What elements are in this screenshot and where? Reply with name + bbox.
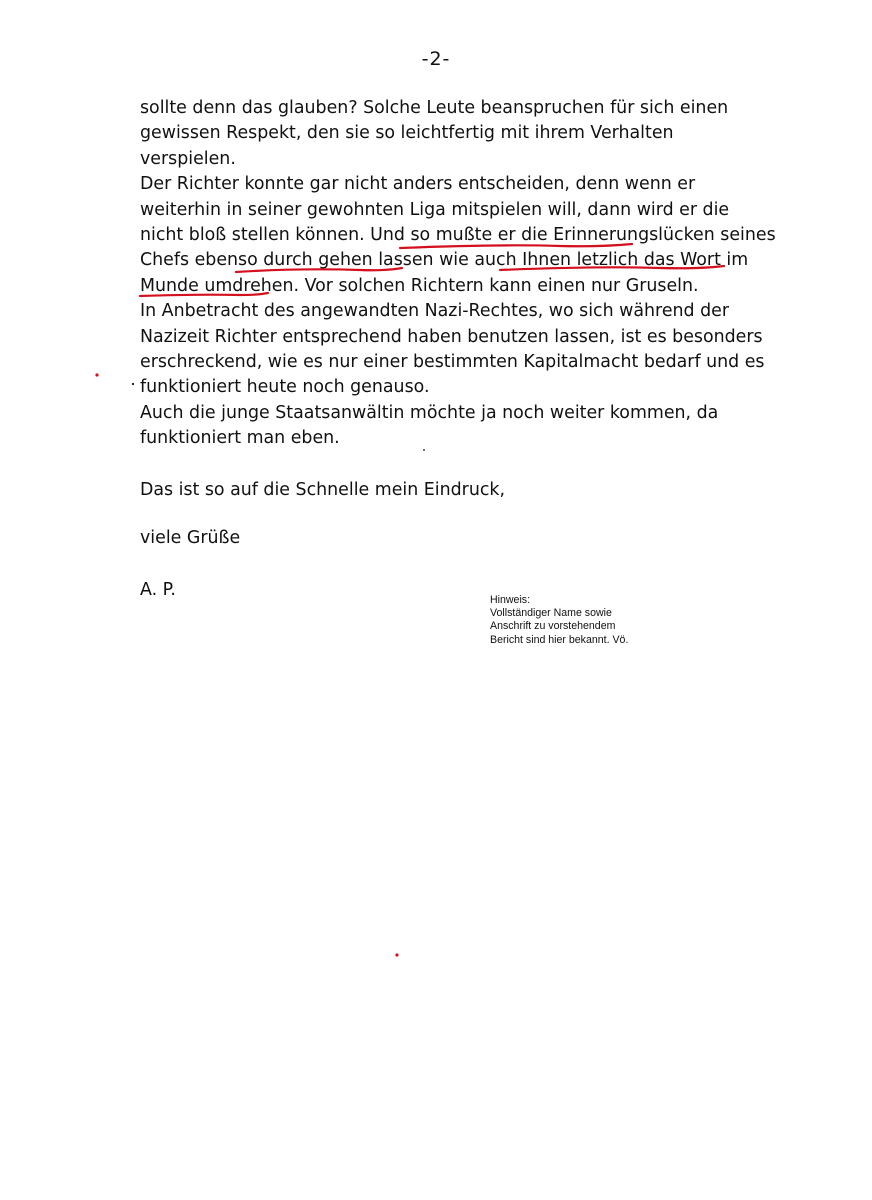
note-line: Vollständiger Name sowie bbox=[490, 607, 612, 620]
body-line: erschreckend, wie es nur einer bestimmten Kapitalmacht bedarf und es bbox=[140, 351, 765, 372]
body-line: gewissen Respekt, den sie so leichtfertig mit ihrem Verhalten bbox=[140, 123, 674, 144]
letter-body bbox=[140, 96, 776, 451]
body-line: verspielen. bbox=[140, 148, 236, 169]
closing-regards: viele Grüße bbox=[140, 528, 241, 548]
body-line: Nazizeit Richter entsprechend haben benutzen lassen, ist es besonders bbox=[140, 326, 763, 347]
signature-initials: A. P. bbox=[140, 580, 176, 600]
red-speck bbox=[95, 373, 98, 376]
ink-speck bbox=[132, 383, 134, 385]
body-line: sollte denn das glauben? Solche Leute beanspruchen für sich einen bbox=[140, 98, 729, 118]
body-line: Chefs ebenso durch gehen lassen wie auch Ihnen letzlich das Wort im bbox=[140, 250, 749, 271]
body-line: Auch die junge Staatsanwältin möchte ja noch weiter kommen, da bbox=[140, 402, 719, 423]
body-line: Munde umdrehen. Vor solchen Richtern kann einen nur Gruseln. bbox=[140, 275, 699, 296]
red-speck bbox=[395, 953, 398, 956]
body-line: Der Richter konnte gar nicht anders entscheiden, denn wenn er bbox=[140, 174, 696, 195]
body-line: nicht bloß stellen können. Und so mußte er die Erinnerungslücken seines bbox=[140, 224, 776, 245]
body-line: funktioniert heute noch genauso. bbox=[140, 377, 430, 398]
note-line: Anschrift zu vorstehendem bbox=[490, 620, 616, 633]
closing-greeting: Das ist so auf die Schnelle mein Eindruck, bbox=[140, 480, 505, 500]
body-line: weiterhin in seiner gewohnten Liga mitspielen will, dann wird er die bbox=[140, 199, 730, 220]
note-box bbox=[490, 594, 710, 647]
body-line: In Anbetracht des angewandten Nazi-Rechtes, wo sich während der bbox=[140, 301, 730, 322]
note-line: Bericht sind hier bekannt. Vö. bbox=[490, 633, 629, 646]
body-line: funktioniert man eben. bbox=[140, 428, 340, 449]
note-line: Hinweis: bbox=[490, 594, 531, 606]
page-number: -2- bbox=[421, 48, 451, 70]
